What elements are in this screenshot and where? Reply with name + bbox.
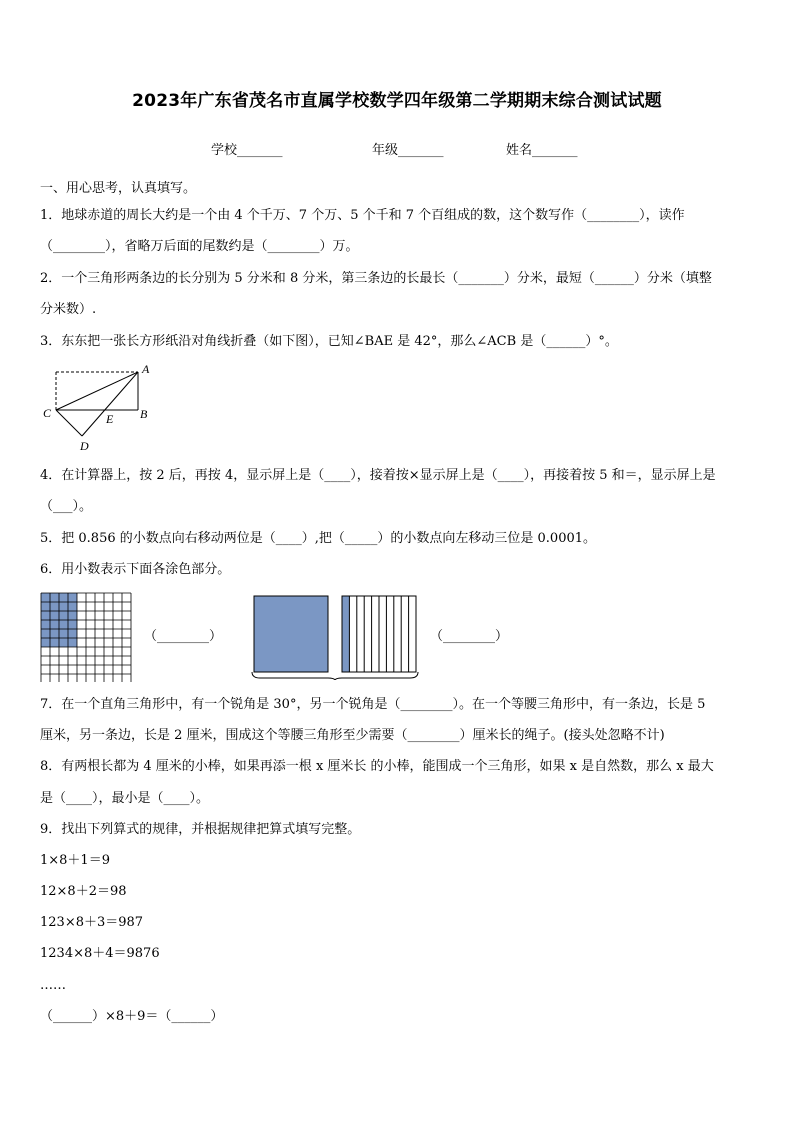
school-field[interactable]: 学校_______ [211,143,283,158]
question-6: 6．用小数表示下面各涂色部分。 [40,562,231,577]
question-2-line-1: 2．一个三角形两条边的长分别为 5 分米和 8 分米，第三条边的长最长（_______）分米，最短（______）分米（填整 [40,271,712,286]
question-7-line-2: 厘米，另一条边，长是 2 厘米，围成这个等腰三角形至少需要（________）厘米长的绳子。(接头处忽略不计) [40,728,665,743]
grade-field[interactable]: 年级_______ [372,143,444,158]
name-field[interactable]: 姓名_______ [506,143,578,158]
equation-line: 123×8＋3＝987 [40,915,144,930]
label-c: C [43,406,52,420]
question-4-line-2: （___）。 [40,499,93,514]
question-5: 5．把 0.856 的小数点向右移动两位是（____）,把（_____）的小数点向左移动三位是 0.0001。 [40,531,597,546]
question-2-line-2: 分米数）. [40,302,97,317]
student-info-row [0,139,794,159]
q6-blank-1[interactable]: （________） [144,629,223,644]
question-1-line-2: （________），省略万后面的尾数约是（________）万。 [40,239,359,254]
question-8-line-2: 是（____），最小是（____）。 [40,791,210,806]
page-title: 2023年广东省茂名市直属学校数学四年级第二学期期末综合测试试题 [132,91,662,111]
shaded-strip [342,596,349,672]
question-4-line-1: 4．在计算器上，按 2 后，再按 4，显示屏上是（____），接着按×显示屏上是（____），再接着按 5 和＝，显示屏上是 [40,468,716,483]
fold-edge-cd [56,410,82,436]
question-3: 3．东东把一张长方形纸沿对角线折叠（如下图），已知∠BAE 是 42°，那么∠ACB 是（______）°。 [40,334,618,349]
folded-rectangle-figure [40,362,160,454]
equation-line: 1×8＋1＝9 [40,853,110,868]
square-strip-figure [250,592,422,680]
question-9: 9．找出下列算式的规律，并根据规律把算式填写完整。 [40,822,361,837]
question-1-line-1: 1．地球赤道的周长大约是一个由 4 个千万、7 个万、5 个千和 7 个百组成的数，这个数写作（________），读作 [40,208,685,223]
equation-final[interactable]: （______）×8＋9＝（______） [40,1009,224,1024]
ellipsis: …… [40,978,66,993]
equation-line: 12×8＋2＝98 [40,884,127,899]
label-a: A [142,362,150,376]
shaded-square [254,596,328,672]
label-e: E [106,412,114,426]
question-8-line-1: 8．有两根长都为 4 厘米的小棒，如果再添一根 x 厘米长 的小棒，能围成一个三角形，如果 x 是自然数，那么 x 最大 [40,759,714,774]
label-b: B [140,407,148,421]
question-7-line-1: 7．在一个直角三角形中，有一个锐角是 30°，另一个锐角是（________）。在一个等腰三角形中，有一条边，长是 5 [40,697,706,712]
hundred-grid-figure [40,592,134,682]
section-heading: 一、用心思考，认真填写。 [40,181,197,196]
diagonal-ca [56,372,138,410]
equation-line: 1234×8＋4＝9876 [40,946,160,961]
q6-blank-2[interactable]: （________） [430,629,509,644]
brace [252,672,418,680]
label-d: D [80,439,89,453]
fold-edge-da [82,372,138,436]
